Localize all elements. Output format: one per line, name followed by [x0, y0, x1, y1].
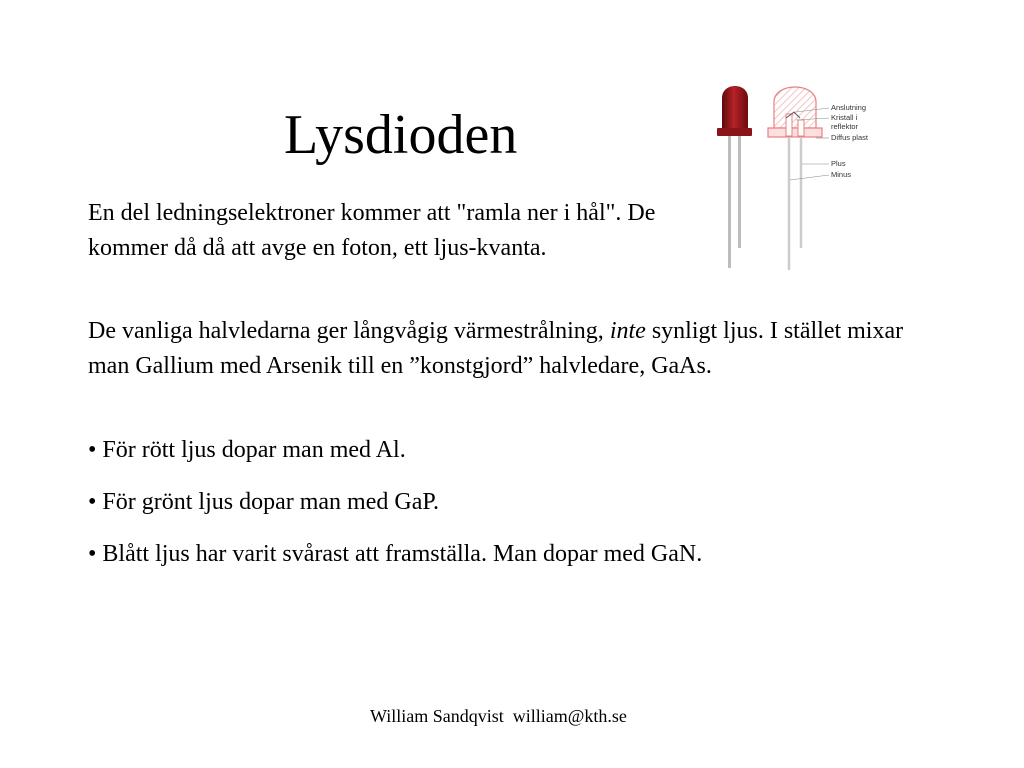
paragraph-text-before: De vanliga halvledarna ger långvågig värmestrålning,	[88, 318, 610, 344]
label-minus: Minus	[831, 170, 852, 179]
bullet-red-light: • För rött ljus dopar man med Al.	[88, 437, 406, 463]
bullet-green-light: • För grönt ljus dopar man med GaP.	[88, 489, 440, 515]
paragraph-photon-emission: En del ledningselektroner kommer att "ramla ner i hål". De kommer då då att avge en foton, ett ljus-kvanta.	[88, 200, 656, 261]
led-diagram	[716, 78, 876, 272]
emphasis-inte: inte	[609, 318, 646, 344]
led-illustration	[716, 78, 876, 272]
red-led-photo	[717, 86, 752, 268]
label-anslutning: Anslutning	[831, 103, 867, 112]
bullet-blue-light: • Blått ljus har varit svårast att framställa. Man dopar med GaN.	[88, 541, 703, 567]
label-diffus-plast: Diffus plast	[831, 133, 868, 142]
led-cutaway-drawing	[768, 87, 869, 270]
slide-title: Lysdioden	[284, 104, 518, 166]
paragraph-text-after: synligt ljus. I stället mixar man Gallium med Arsenik till en ”konstgjord” halvledare, GaAs.	[88, 318, 904, 379]
label-kristall: Kristall i	[831, 113, 858, 122]
paragraph-gallium-arsenide	[88, 314, 928, 384]
slide-footer: William Sandqvist william@kth.se	[370, 706, 627, 726]
label-reflektor: reflektor	[831, 122, 859, 131]
label-plus: Plus	[831, 159, 846, 168]
